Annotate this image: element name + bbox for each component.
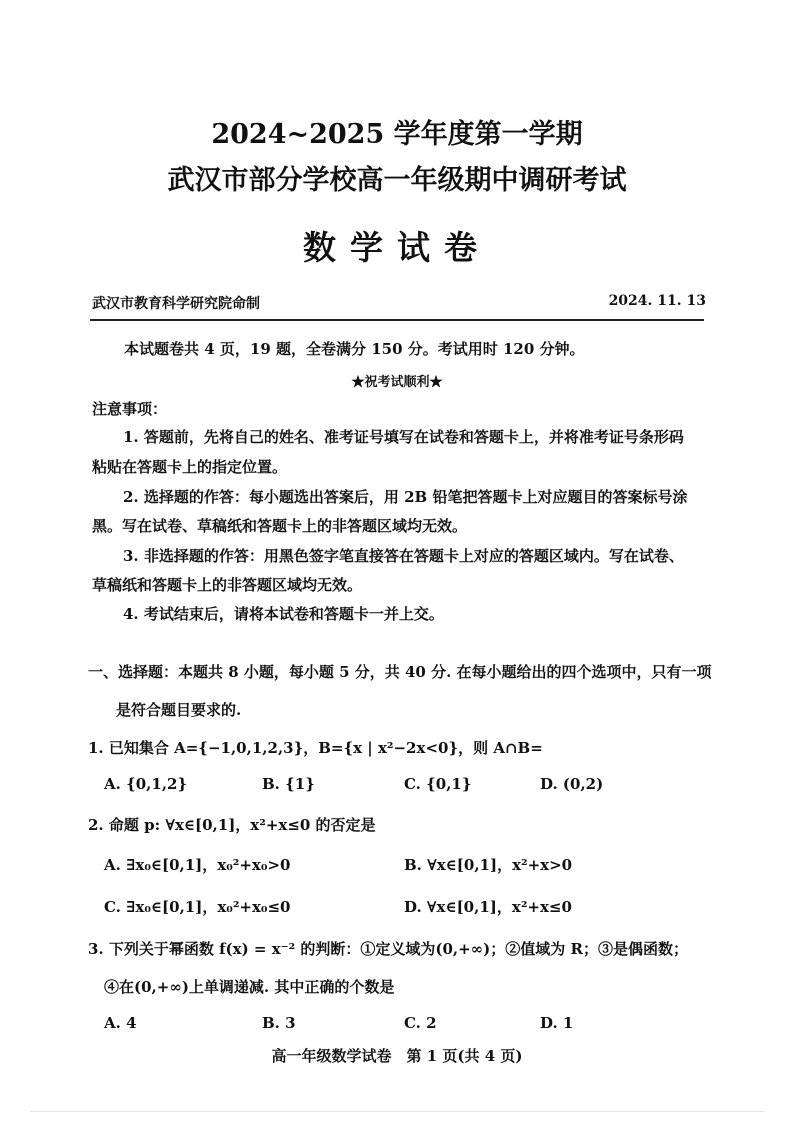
question-1-stem: 1. 已知集合 A={−1,0,1,2,3}，B={x | x²−2x<0}，则 A∩B= xyxy=(88,739,543,757)
notice-title: 注意事项： xyxy=(92,400,168,418)
exam-title-line2: 武汉市部分学校高一年级期中调研考试 xyxy=(167,165,627,196)
notice-2-line1: 2. 选择题的作答：每小题选出答案后，用 2B 铅笔把答题卡上对应题目的答案标号涂 xyxy=(123,488,688,506)
section1-heading-line1: 一、选择题：本题共 8 小题，每小题 5 分，共 40 分. 在每小题给出的四个选项中，只有一项 xyxy=(88,663,712,681)
question-3-option-d: D. 1 xyxy=(540,1014,574,1032)
question-1-option-d: D. (0,2) xyxy=(540,775,604,793)
notice-3-line1: 3. 非选择题的作答：用黑色签字笔直接答在答题卡上对应的答题区域内。写在试卷、 xyxy=(123,547,684,565)
good-luck-wish: ★祝考试顺利★ xyxy=(351,375,443,390)
exam-date: 2024. 11. 13 xyxy=(608,293,706,309)
notice-1-line1: 1. 答题前，先将自己的姓名、准考证号填写在试卷和答题卡上，并将准考证号条形码 xyxy=(123,428,684,446)
subject-title: 数学试卷 xyxy=(303,228,491,267)
question-3-stem-line2: ④在(0,+∞)上单调递减. 其中正确的个数是 xyxy=(104,978,395,996)
notice-2-line2: 黑。写在试卷、草稿纸和答题卡上的非答题区域均无效。 xyxy=(92,517,468,535)
question-1-option-b: B. {1} xyxy=(262,775,315,793)
notice-4: 4. 考试结束后，请将本试卷和答题卡一并上交。 xyxy=(123,605,444,623)
question-3-option-b: B. 3 xyxy=(262,1014,296,1032)
question-3-option-a: A. 4 xyxy=(104,1014,137,1032)
header-divider xyxy=(90,319,704,321)
question-2-option-c: C. ∃x₀∈[0,1]，x₀²+x₀≤0 xyxy=(104,898,291,916)
question-2-option-d: D. ∀x∈[0,1]，x²+x≤0 xyxy=(404,898,572,916)
question-2-option-a: A. ∃x₀∈[0,1]，x₀²+x₀>0 xyxy=(104,856,291,874)
question-3-option-c: C. 2 xyxy=(404,1014,437,1032)
question-1-option-a: A. {0,1,2} xyxy=(104,775,188,793)
notice-1-line2: 粘贴在答题卡上的指定位置。 xyxy=(92,458,288,476)
issuer: 武汉市教育科学研究院命制 xyxy=(92,296,260,312)
page-footer: 高一年级数学试卷 第 1 页(共 4 页) xyxy=(271,1047,523,1065)
exam-title-line1: 2024~2025 学年度第一学期 xyxy=(211,119,583,150)
notice-3-line2: 草稿纸和答题卡上的非答题区域均无效。 xyxy=(92,576,363,594)
question-2-stem: 2. 命题 p: ∀x∈[0,1]，x²+x≤0 的否定是 xyxy=(88,816,376,834)
question-1-option-c: C. {0,1} xyxy=(404,775,472,793)
exam-summary: 本试题卷共 4 页，19 题，全卷满分 150 分。考试用时 120 分钟。 xyxy=(124,340,585,358)
section1-heading-line2: 是符合题目要求的. xyxy=(116,701,242,719)
page-bottom-edge xyxy=(30,1111,764,1112)
question-3-stem-line1: 3. 下列关于幂函数 f(x) = x⁻² 的判断：①定义域为(0,+∞)；②值域为 R；③是偶函数； xyxy=(88,940,688,958)
question-2-option-b: B. ∀x∈[0,1]，x²+x>0 xyxy=(404,856,573,874)
